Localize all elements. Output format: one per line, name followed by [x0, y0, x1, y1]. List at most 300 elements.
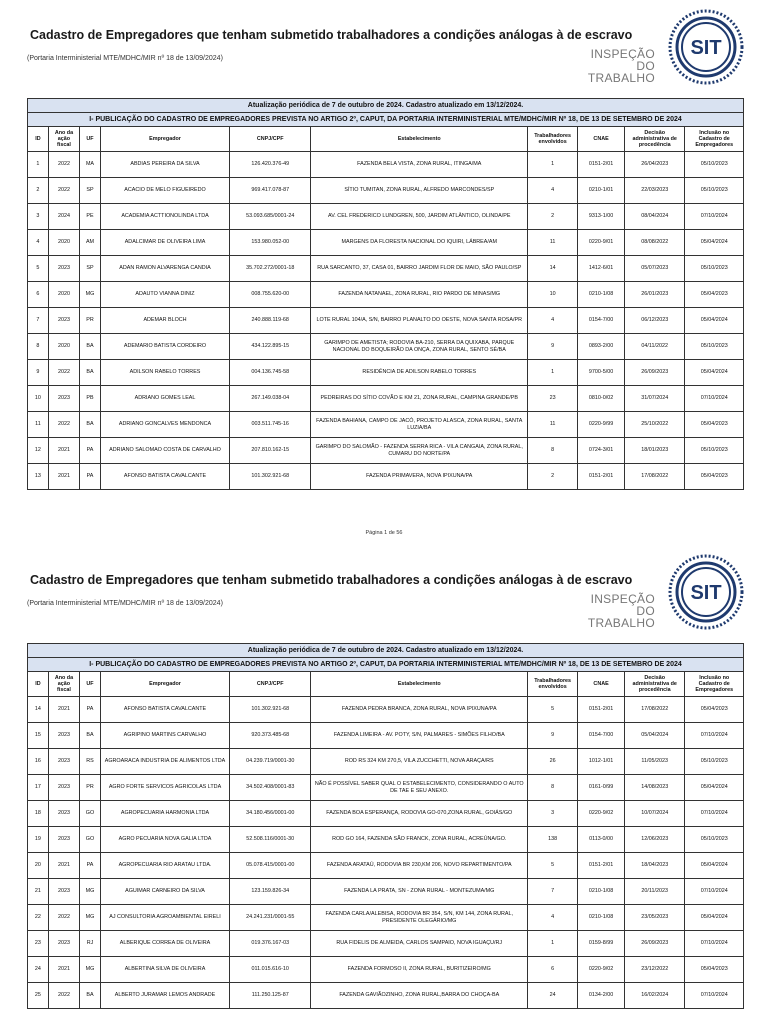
logo-mark: SIT — [690, 582, 722, 604]
cell-id: 8 — [28, 334, 49, 360]
table-row — [28, 723, 744, 749]
cell-cnae: 0151-2/01 — [578, 152, 625, 178]
logo-line2: DO TRABALHO — [587, 59, 655, 85]
cell-inclusion: 05/10/2023 — [685, 438, 744, 464]
cell-uf: PB — [80, 386, 101, 412]
cell-cnpj: 019.376.167-03 — [230, 931, 311, 957]
col-cnpj: CNPJ/CPF — [230, 127, 311, 152]
cell-establishment: FAZENDA BOA ESPERANÇA, RODOVIA GO-070,ZONA RURAL, GOIÁS/GO — [311, 801, 528, 827]
cell-workers: 14 — [528, 256, 578, 282]
cell-decision: 08/08/2022 — [625, 230, 685, 256]
cell-inclusion: 07/10/2024 — [685, 879, 744, 905]
cell-inclusion: 05/04/2024 — [685, 775, 744, 801]
table-row — [28, 464, 744, 490]
cell-id: 20 — [28, 853, 49, 879]
table-row — [28, 983, 744, 1009]
cell-employer: AGRO FORTE SERVICOS AGRICOLAS LTDA — [100, 775, 229, 801]
cell-year: 2021 — [48, 697, 79, 723]
cell-decision: 23/12/2022 — [625, 957, 685, 983]
table-row — [28, 308, 744, 334]
logo-mark: SIT — [690, 37, 722, 59]
cell-workers: 5 — [528, 853, 578, 879]
table-row — [28, 230, 744, 256]
cell-workers: 8 — [528, 775, 578, 801]
cell-decision: 25/10/2022 — [625, 412, 685, 438]
cell-cnae: 0220-9/02 — [578, 801, 625, 827]
cell-decision: 06/12/2023 — [625, 308, 685, 334]
table-row — [28, 827, 744, 853]
cell-cnae: 0161-0/99 — [578, 775, 625, 801]
cell-decision: 17/08/2022 — [625, 464, 685, 490]
cell-year: 2022 — [48, 178, 79, 204]
cell-uf: RJ — [80, 931, 101, 957]
cell-workers: 11 — [528, 412, 578, 438]
cell-uf: PR — [80, 308, 101, 334]
cell-inclusion: 05/04/2024 — [685, 360, 744, 386]
col-uf: UF — [80, 672, 101, 697]
cell-year: 2022 — [48, 983, 79, 1009]
table-row — [28, 957, 744, 983]
cell-establishment: FAZENDA ARATAÚ, RODOVIA BR 230,KM 206, NOVO REPARTIMENTO/PA — [311, 853, 528, 879]
employer-table — [27, 643, 744, 1009]
cell-id: 9 — [28, 360, 49, 386]
cell-establishment: NÃO É POSSÍVEL SABER QUAL O ESTABELECIMENTO, CONSIDERANDO O AUTO DE TAE E SEU ANEXO. — [311, 775, 528, 801]
cell-inclusion: 05/04/2024 — [685, 230, 744, 256]
cell-decision: 20/11/2023 — [625, 879, 685, 905]
cell-uf: SP — [80, 178, 101, 204]
document-title: Cadastro de Empregadores que tenham submetido trabalhadores a condições análogas à de escravo — [30, 573, 633, 587]
cell-inclusion: 07/10/2024 — [685, 801, 744, 827]
cell-year: 2022 — [48, 152, 79, 178]
cell-cnae: 9313-1/00 — [578, 204, 625, 230]
cell-cnpj: 111.250.125-87 — [230, 983, 311, 1009]
table-row — [28, 879, 744, 905]
table-row — [28, 178, 744, 204]
cell-cnpj: 101.302.921-68 — [230, 697, 311, 723]
cell-year: 2020 — [48, 282, 79, 308]
cell-cnpj: 207.810.162-15 — [230, 438, 311, 464]
cell-id: 23 — [28, 931, 49, 957]
table-row — [28, 412, 744, 438]
cell-cnae: 0134-2/00 — [578, 983, 625, 1009]
cell-cnpj: 153.980.052-00 — [230, 230, 311, 256]
col-establishment: Estabelecimento — [311, 127, 528, 152]
cell-establishment: FAZENDA PRIMAVERA, NOVA IPIXUNA/PA — [311, 464, 528, 490]
cell-cnpj: 53.093.685/0001-24 — [230, 204, 311, 230]
cell-cnpj: 008.755.620-00 — [230, 282, 311, 308]
table-row — [28, 152, 744, 178]
cell-establishment: AV. CEL FREDERICO LUNDGREN, 500, JARDIM ATLÂNTICO, OLINDA/PE — [311, 204, 528, 230]
cell-employer: AGRO PECUARIA NOVA GALIA LTDA — [100, 827, 229, 853]
cell-cnpj: 920.373.485-68 — [230, 723, 311, 749]
cell-year: 2023 — [48, 879, 79, 905]
cell-employer: ADRIANO GOMES LEAL — [100, 386, 229, 412]
cell-decision: 16/02/2024 — [625, 983, 685, 1009]
cell-inclusion: 05/04/2023 — [685, 282, 744, 308]
table-row — [28, 801, 744, 827]
cell-decision: 11/05/2023 — [625, 749, 685, 775]
logo-text — [585, 593, 655, 629]
cell-employer: AGRIPINO MARTINS CARVALHO — [100, 723, 229, 749]
table-row — [28, 775, 744, 801]
sit-emblem-icon — [667, 8, 745, 86]
cell-cnpj: 34.502.408/0001-83 — [230, 775, 311, 801]
cell-establishment: FAZENDA LIMEIRA - AV. POTY, S/N, PALMARES - SIMÕES FILHO/BA — [311, 723, 528, 749]
cell-id: 15 — [28, 723, 49, 749]
cell-employer: ALBERIQUE CORREA DE OLIVEIRA — [100, 931, 229, 957]
cell-establishment: MARGENS DA FLORESTA NACIONAL DO IQUIRI, LÁBREA/AM — [311, 230, 528, 256]
cell-inclusion: 05/04/2024 — [685, 308, 744, 334]
cell-id: 24 — [28, 957, 49, 983]
cell-year: 2024 — [48, 204, 79, 230]
cell-workers: 4 — [528, 905, 578, 931]
cell-cnae: 0151-2/01 — [578, 697, 625, 723]
cell-workers: 1 — [528, 152, 578, 178]
cell-establishment: LOTE RURAL 104/A, S/N, BAIRRO PLANALTO DO OESTE, NOVA SANTA ROSA/PR — [311, 308, 528, 334]
cell-cnpj: 011.015.616-10 — [230, 957, 311, 983]
cell-establishment: SÍTIO TUMITAN, ZONA RURAL, ALFREDO MARCONDES/SP — [311, 178, 528, 204]
cell-inclusion: 05/10/2023 — [685, 749, 744, 775]
cell-decision: 26/09/2023 — [625, 360, 685, 386]
cell-inclusion: 05/04/2023 — [685, 957, 744, 983]
cell-cnae: 1012-1/01 — [578, 749, 625, 775]
cell-uf: PR — [80, 775, 101, 801]
cell-workers: 3 — [528, 801, 578, 827]
cell-establishment: RUA FIDELIS DE ALMEIDA, CARLOS SAMPAIO, NOVA IGUAÇU/RJ — [311, 931, 528, 957]
cell-inclusion: 05/04/2024 — [685, 905, 744, 931]
cell-uf: GO — [80, 827, 101, 853]
col-year: Ano da ação fiscal — [48, 672, 79, 697]
cell-cnpj: 24.241.231/0001-55 — [230, 905, 311, 931]
cell-year: 2023 — [48, 723, 79, 749]
cell-inclusion: 07/10/2024 — [685, 386, 744, 412]
cell-uf: BA — [80, 723, 101, 749]
cell-uf: MA — [80, 152, 101, 178]
col-establishment: Estabelecimento — [311, 672, 528, 697]
col-workers: Trabalhadores envolvidos — [528, 672, 578, 697]
cell-inclusion: 05/04/2023 — [685, 697, 744, 723]
cell-inclusion: 05/10/2023 — [685, 178, 744, 204]
col-uf: UF — [80, 127, 101, 152]
cell-cnpj: 969.417.078-87 — [230, 178, 311, 204]
cell-uf: PE — [80, 204, 101, 230]
cell-cnpj: 04.239.719/0001-30 — [230, 749, 311, 775]
table-row — [28, 360, 744, 386]
document-subtitle: (Portaria Interministerial MTE/MDHC/MIR nº 18 de 13/09/2024) — [27, 55, 223, 62]
cell-employer: ABDIAS PEREIRA DA SILVA — [100, 152, 229, 178]
cell-establishment: GARIMPO DE AMETISTA; RODOVIA BA-210, SERRA DA QUIXABA, PARQUE NACIONAL DO BOQUEIRÃO DA ONÇA, ZONA RURAL, SENTO SÉ/BA — [311, 334, 528, 360]
page-number: Página 1 de 56 — [365, 530, 403, 536]
cell-cnpj: 267.149.038-04 — [230, 386, 311, 412]
cell-employer: ADILSON RABELO TORRES — [100, 360, 229, 386]
cell-inclusion: 05/10/2023 — [685, 152, 744, 178]
cell-cnpj: 240.888.119-68 — [230, 308, 311, 334]
cell-uf: BA — [80, 412, 101, 438]
cell-cnae: 0210-1/01 — [578, 178, 625, 204]
cell-id: 3 — [28, 204, 49, 230]
cell-cnae: 0724-3/01 — [578, 438, 625, 464]
cell-establishment: ROD RS 324 KM 270,5, VILA ZUCCHETTI, NOVA ARAÇA/RS — [311, 749, 528, 775]
cell-year: 2022 — [48, 360, 79, 386]
cell-workers: 24 — [528, 983, 578, 1009]
cell-decision: 18/04/2023 — [625, 853, 685, 879]
cell-employer: AGROPECUARIA HARMONIA LTDA — [100, 801, 229, 827]
cell-employer: ADRIANO SALOMAO COSTA DE CARVALHO — [100, 438, 229, 464]
col-decision: Decisão administrativa de procedência — [625, 672, 685, 697]
cell-id: 7 — [28, 308, 49, 334]
cell-employer: AJ CONSULTORIA AGROAMBIENTAL EIRELI — [100, 905, 229, 931]
cell-cnae: 0151-2/01 — [578, 853, 625, 879]
cell-year: 2023 — [48, 775, 79, 801]
cell-uf: PA — [80, 697, 101, 723]
cell-workers: 138 — [528, 827, 578, 853]
cell-year: 2021 — [48, 464, 79, 490]
cell-id: 17 — [28, 775, 49, 801]
cell-decision: 14/08/2023 — [625, 775, 685, 801]
cell-year: 2021 — [48, 853, 79, 879]
employer-table — [27, 98, 744, 490]
cell-id: 12 — [28, 438, 49, 464]
col-inclusion: Inclusão no Cadastro de Empregadores — [685, 127, 744, 152]
cell-establishment: RUA SARCANTO, 37, CASA 01, BAIRRO JARDIM FLOR DE MAIO, SÃO PAULO/SP — [311, 256, 528, 282]
cell-id: 16 — [28, 749, 49, 775]
cell-decision: 08/04/2024 — [625, 204, 685, 230]
cell-inclusion: 05/10/2023 — [685, 334, 744, 360]
cell-workers: 10 — [528, 282, 578, 308]
col-decision: Decisão administrativa de procedência — [625, 127, 685, 152]
cell-cnae: 0151-2/01 — [578, 464, 625, 490]
cell-cnae: 0210-1/08 — [578, 282, 625, 308]
cell-uf: MG — [80, 905, 101, 931]
cell-uf: BA — [80, 983, 101, 1009]
table-row — [28, 749, 744, 775]
cell-cnae: 0210-1/08 — [578, 879, 625, 905]
cell-id: 11 — [28, 412, 49, 438]
col-year: Ano da ação fiscal — [48, 127, 79, 152]
document-subtitle: (Portaria Interministerial MTE/MDHC/MIR nº 18 de 13/09/2024) — [27, 600, 223, 607]
cell-id: 18 — [28, 801, 49, 827]
cell-employer: AFONSO BATISTA CAVALCANTE — [100, 697, 229, 723]
cell-decision: 23/05/2023 — [625, 905, 685, 931]
cell-cnae: 0810-0/02 — [578, 386, 625, 412]
cell-employer: ADALCIMAR DE OLIVEIRA LIMA — [100, 230, 229, 256]
cell-workers: 2 — [528, 464, 578, 490]
cell-id: 22 — [28, 905, 49, 931]
cell-uf: BA — [80, 334, 101, 360]
cell-establishment: FAZENDA NATANAEL, ZONA RURAL, RIO PARDO DE MINAS/MG — [311, 282, 528, 308]
cell-cnpj: 35.702.272/0001-18 — [230, 256, 311, 282]
cell-uf: BA — [80, 360, 101, 386]
column-header-row — [28, 672, 744, 697]
cell-employer: ACACIO DE MELO FIGUEIREDO — [100, 178, 229, 204]
cell-id: 6 — [28, 282, 49, 308]
cell-establishment: ROD GO 164, FAZENDA SÃO FRANCK, ZONA RURAL, ACREÚNA/GO. — [311, 827, 528, 853]
sit-logo — [585, 553, 745, 631]
cell-employer: ADEMAR BLOCH — [100, 308, 229, 334]
table-row — [28, 386, 744, 412]
cell-employer: ADRIANO GONCALVES MENDONCA — [100, 412, 229, 438]
cell-year: 2020 — [48, 334, 79, 360]
col-workers: Trabalhadores envolvidos — [528, 127, 578, 152]
cell-establishment: FAZENDA GAVIÃOZINHO, ZONA RURAL,BARRA DO CHOÇA-BA — [311, 983, 528, 1009]
cell-uf: MG — [80, 879, 101, 905]
cell-employer: AFONSO BATISTA CAVALCANTE — [100, 464, 229, 490]
cell-decision: 26/04/2023 — [625, 152, 685, 178]
table-row — [28, 931, 744, 957]
cell-workers: 9 — [528, 334, 578, 360]
cell-workers: 7 — [528, 879, 578, 905]
table-body — [28, 697, 744, 1009]
cell-employer: AGROARACA INDUSTRIA DE ALIMENTOS LTDA — [100, 749, 229, 775]
cell-year: 2023 — [48, 386, 79, 412]
cell-establishment: FAZENDA FORMOSO II, ZONA RURAL, BURITIZEIRO/MG — [311, 957, 528, 983]
cell-decision: 22/03/2023 — [625, 178, 685, 204]
cell-cnpj: 004.136.745-58 — [230, 360, 311, 386]
cell-decision: 10/07/2024 — [625, 801, 685, 827]
cell-workers: 1 — [528, 360, 578, 386]
col-employer: Empregador — [100, 127, 229, 152]
cell-id: 14 — [28, 697, 49, 723]
cell-workers: 2 — [528, 204, 578, 230]
cell-cnae: 0893-2/00 — [578, 334, 625, 360]
cell-cnpj: 101.302.921-68 — [230, 464, 311, 490]
cell-employer: ADAN RAMON ALVARENGA CANDIA — [100, 256, 229, 282]
cell-uf: PA — [80, 464, 101, 490]
table-row — [28, 697, 744, 723]
cell-cnae: 0154-7/00 — [578, 723, 625, 749]
col-inclusion: Inclusão no Cadastro de Empregadores — [685, 672, 744, 697]
cell-uf: PA — [80, 853, 101, 879]
cell-cnpj: 05.078.415/0001-00 — [230, 853, 311, 879]
cell-year: 2021 — [48, 438, 79, 464]
cell-employer: AGUIMAR CARNEIRO DA SILVA — [100, 879, 229, 905]
cell-year: 2023 — [48, 256, 79, 282]
cell-inclusion: 07/10/2024 — [685, 204, 744, 230]
cell-cnae: 0220-9/99 — [578, 412, 625, 438]
cell-decision: 05/07/2023 — [625, 256, 685, 282]
cell-employer: ACADEMIA ACTTIONOLINDA LTDA — [100, 204, 229, 230]
cell-id: 5 — [28, 256, 49, 282]
table-row — [28, 204, 744, 230]
cell-uf: RS — [80, 749, 101, 775]
cell-establishment: FAZENDA CARLA/ALEBISA, RODOVIA BR 354, S/N, KM 144, ZONA RURAL, PRESIDENTE OLEGÁRIO/MG — [311, 905, 528, 931]
col-employer: Empregador — [100, 672, 229, 697]
cell-year: 2023 — [48, 749, 79, 775]
logo-line1: INSPEÇÃO — [590, 592, 655, 606]
cell-cnpj: 52.508.116/0001-30 — [230, 827, 311, 853]
cell-decision: 12/06/2023 — [625, 827, 685, 853]
cell-employer: ADEMARIO BATISTA CORDEIRO — [100, 334, 229, 360]
cell-employer: ALBERTINA SILVA DE OLIVEIRA — [100, 957, 229, 983]
cell-year: 2023 — [48, 827, 79, 853]
cell-cnae: 0113-0/00 — [578, 827, 625, 853]
cell-establishment: FAZENDA BELA VISTA, ZONA RURAL, ITINGA/MA — [311, 152, 528, 178]
col-id: ID — [28, 127, 49, 152]
cell-workers: 4 — [528, 178, 578, 204]
table-row — [28, 282, 744, 308]
cell-year: 2020 — [48, 230, 79, 256]
cell-id: 4 — [28, 230, 49, 256]
cell-decision: 04/11/2022 — [625, 334, 685, 360]
cell-inclusion: 07/10/2024 — [685, 931, 744, 957]
cell-employer: AGROPECUARIA RIO ARATAU LTDA. — [100, 853, 229, 879]
cell-establishment: GARIMPO DO SALOMÃO - FAZENDA SERRA RICA - VILA CANGAIA, ZONA RURAL, CUMARU DO NORTE/PA — [311, 438, 528, 464]
cell-establishment: PEDREIRAS DO SÍTIO COVÃO E KM 21, ZONA RURAL, CAMPINA GRANDE/PB — [311, 386, 528, 412]
col-cnae: CNAE — [578, 127, 625, 152]
cell-cnae: 0220-9/01 — [578, 230, 625, 256]
table-banner-update: Atualização periódica de 7 de outubro de 2024. Cadastro atualizado em 13/12/2024. — [28, 644, 744, 658]
table-row — [28, 905, 744, 931]
cell-inclusion: 05/10/2023 — [685, 827, 744, 853]
cell-id: 2 — [28, 178, 49, 204]
cell-year: 2022 — [48, 412, 79, 438]
cell-workers: 4 — [528, 308, 578, 334]
cell-year: 2021 — [48, 957, 79, 983]
cell-workers: 9 — [528, 723, 578, 749]
cell-establishment: FAZENDA LA PRATA, SN - ZONA RURAL - MONTEZUMA/MG — [311, 879, 528, 905]
cell-year: 2023 — [48, 931, 79, 957]
sit-emblem-icon — [667, 553, 745, 631]
cell-workers: 11 — [528, 230, 578, 256]
cell-employer: ADAUTO VIANNA DINIZ — [100, 282, 229, 308]
table-banner-update: Atualização periódica de 7 de outubro de 2024. Cadastro atualizado em 13/12/2024. — [28, 99, 744, 113]
logo-text — [585, 48, 655, 84]
cell-cnpj: 34.180.456/0001-00 — [230, 801, 311, 827]
table-body — [28, 152, 744, 490]
col-id: ID — [28, 672, 49, 697]
col-cnae: CNAE — [578, 672, 625, 697]
cell-year: 2023 — [48, 308, 79, 334]
table-row — [28, 256, 744, 282]
col-cnpj: CNPJ/CPF — [230, 672, 311, 697]
cell-uf: AM — [80, 230, 101, 256]
cell-cnae: 0154-7/00 — [578, 308, 625, 334]
cell-id: 19 — [28, 827, 49, 853]
table-banner-publication: I- PUBLICAÇÃO DO CADASTRO DE EMPREGADORES PREVISTA NO ARTIGO 2º, CAPUT, DA PORTARIA INTERMINISTERIAL MTE/MDHC/MIR Nº 18, DE 13 DE SETEMBRO DE 2024 — [28, 658, 744, 672]
cell-cnpj: 434.122.895-15 — [230, 334, 311, 360]
cell-inclusion: 05/04/2024 — [685, 853, 744, 879]
cell-establishment: FAZENDA BAHIANA, CAMPO DE JACÓ, PROJETO ALASCA, ZONA RURAL, SANTA LUZIA/BA — [311, 412, 528, 438]
cell-id: 13 — [28, 464, 49, 490]
cell-id: 25 — [28, 983, 49, 1009]
logo-line2: DO TRABALHO — [587, 604, 655, 630]
cell-cnae: 1412-6/01 — [578, 256, 625, 282]
cell-cnpj: 126.420.376-49 — [230, 152, 311, 178]
cell-inclusion: 05/04/2023 — [685, 464, 744, 490]
cell-id: 21 — [28, 879, 49, 905]
cell-cnae: 0159-8/99 — [578, 931, 625, 957]
cell-decision: 31/07/2024 — [625, 386, 685, 412]
cell-year: 2022 — [48, 905, 79, 931]
cell-workers: 6 — [528, 957, 578, 983]
cell-decision: 26/01/2023 — [625, 282, 685, 308]
cell-cnpj: 123.159.826-34 — [230, 879, 311, 905]
table-row — [28, 853, 744, 879]
cell-uf: SP — [80, 256, 101, 282]
cell-workers: 1 — [528, 931, 578, 957]
cell-decision: 17/08/2022 — [625, 697, 685, 723]
cell-uf: PA — [80, 438, 101, 464]
cell-uf: MG — [80, 957, 101, 983]
logo-line1: INSPEÇÃO — [590, 47, 655, 61]
cell-establishment: FAZENDA PEDRA BRANCA, ZONA RURAL, NOVA IPIXUNA/PA — [311, 697, 528, 723]
cell-cnae: 9700-5/00 — [578, 360, 625, 386]
cell-workers: 26 — [528, 749, 578, 775]
cell-workers: 23 — [528, 386, 578, 412]
cell-id: 1 — [28, 152, 49, 178]
table-banner-publication: I- PUBLICAÇÃO DO CADASTRO DE EMPREGADORES PREVISTA NO ARTIGO 2º, CAPUT, DA PORTARIA INTERMINISTERIAL MTE/MDHC/MIR Nº 18, DE 13 DE SETEMBRO DE 2024 — [28, 113, 744, 127]
cell-decision: 05/04/2024 — [625, 723, 685, 749]
